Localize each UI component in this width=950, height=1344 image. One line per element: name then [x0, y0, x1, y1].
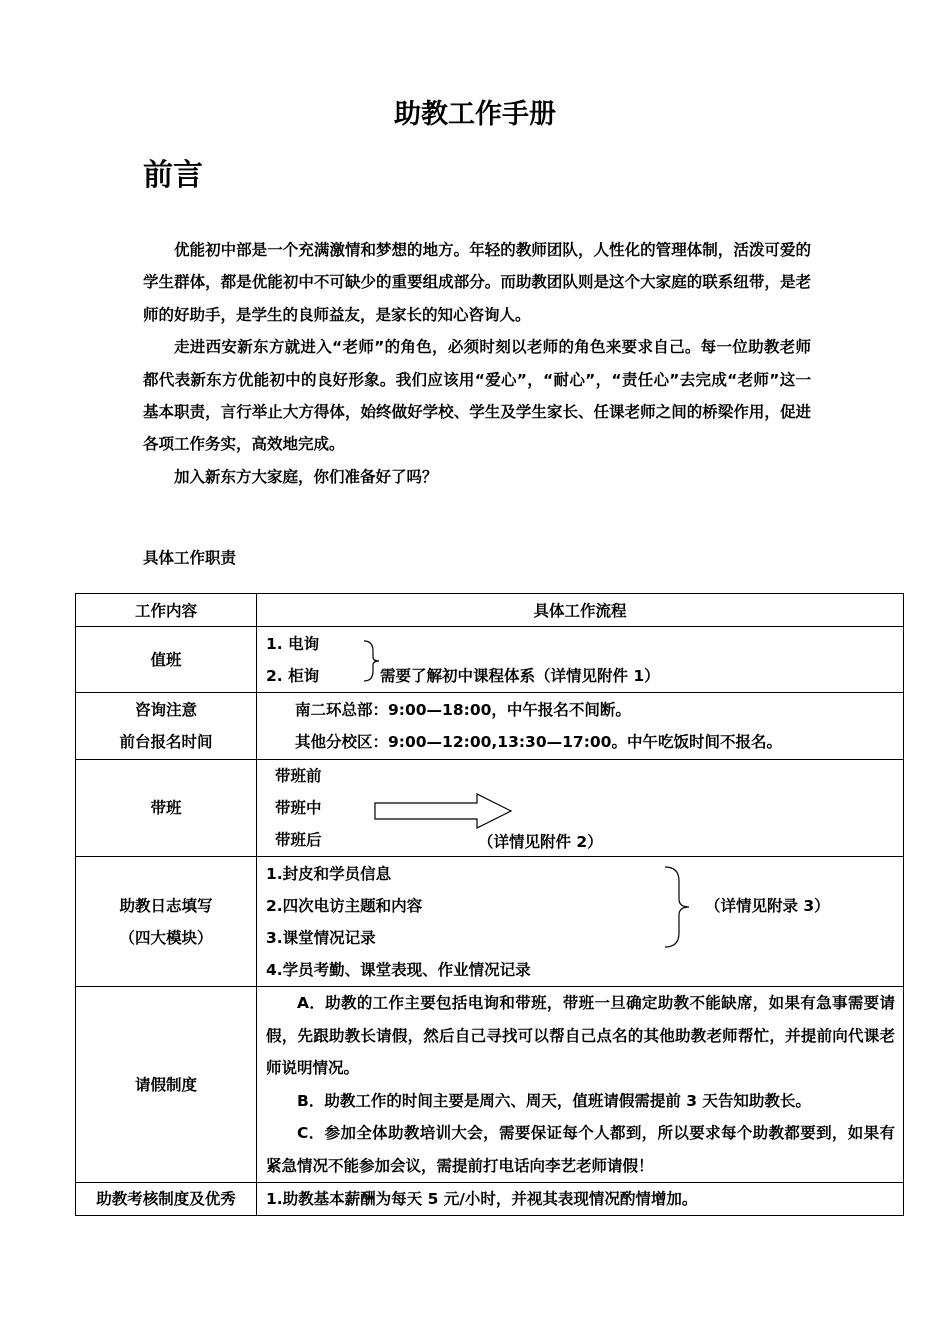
table-row-class [76, 760, 904, 857]
class-note: （详情见附件 2） [478, 833, 603, 851]
assess-line-1: 1.助教基本薪酬为每天 5 元/小时，并视其表现情况酌情增加。 [266, 1190, 698, 1208]
row-label-consult [76, 693, 257, 760]
right-brace-icon [361, 639, 381, 683]
log-label-line1: 助教日志填写 [119, 896, 213, 915]
table-row-consult [76, 693, 904, 760]
section-label: 具体工作职责 [143, 549, 237, 567]
log-item-2: 2.四次电访主题和内容 [266, 897, 423, 915]
log-note: （详情见附录 3） [705, 897, 830, 915]
table-header-row [76, 594, 904, 627]
row-content-duty [257, 627, 904, 693]
right-brace-icon [662, 865, 692, 949]
preface-heading: 前言 [143, 158, 203, 193]
class-before: 带班前 [275, 767, 322, 785]
intro-paragraph-2: 走进西安新东方就进入“老师”的角色，必须时刻以老师的角色来要求自己。每一位助教老师都代表新东方优能初中的良好形象。我们应该用“爱心”，“耐心”，“责任心”去完成“老师”这一基本职责，言行举止大方得体，始终做好学校、学生及学生家长、任课老师之间的桥梁作用，促进各项工作务实，高效地完成。 [143, 338, 811, 454]
leave-rule-b: B．助教工作的时间主要是周六、周天，值班请假需提前 3 天告知助教长。 [297, 1091, 811, 1110]
row-content-log [257, 857, 904, 987]
row-label-class: 带班 [76, 760, 257, 857]
row-label-assess: 助教考核制度及优秀 [76, 1183, 257, 1216]
row-content-assess [257, 1183, 904, 1216]
header-work-content: 工作内容 [76, 594, 257, 627]
log-label-line2: （四大模块） [119, 928, 213, 947]
intro-paragraph-3: 加入新东方大家庭，你们准备好了吗？ [174, 467, 438, 486]
table-row-assess [76, 1183, 904, 1216]
consult-label-line2: 前台报名时间 [119, 733, 213, 751]
log-item-1: 1.封皮和学员信息 [266, 865, 392, 883]
class-during: 带班中 [275, 799, 322, 817]
row-label-leave: 请假制度 [76, 987, 257, 1183]
class-after: 带班后 [275, 831, 322, 849]
row-content-leave [257, 987, 904, 1183]
consult-label-line1: 咨询注意 [134, 701, 197, 719]
duty-note: 需要了解初中课程体系（详情见附件 1） [380, 667, 660, 685]
duty-item-1: 1. 电询 [266, 635, 320, 653]
duty-table [75, 593, 904, 1216]
consult-hours-hq: 南二环总部：9:00—18:00，中午报名不间断。 [295, 701, 631, 719]
consult-hours-branch: 其他分校区：9:00—12:00,13:30—17:00。中午吃饭时间不报名。 [295, 733, 782, 751]
row-label-duty: 值班 [76, 627, 257, 693]
header-workflow: 具体工作流程 [257, 594, 904, 627]
row-label-log [76, 857, 257, 987]
table-row-duty [76, 627, 904, 693]
duty-item-2: 2. 柜询 [266, 667, 320, 685]
document-title: 助教工作手册 [394, 99, 556, 130]
table-row-log [76, 857, 904, 987]
row-content-consult [257, 693, 904, 760]
table-row-leave [76, 987, 904, 1183]
leave-rule-a: A．助教的工作主要包括电询和带班，带班一旦确定助教不能缺席，如果有急事需要请假，先跟助教长请假，然后自己寻找可以帮自己点名的其他助教老师帮忙，并提前向代课老师说明情况。 [266, 994, 895, 1077]
intro-paragraph-1: 优能初中部是一个充满激情和梦想的地方。年轻的教师团队，人性化的管理体制，活泼可爱的学生群体，都是优能初中不可缺少的重要组成部分。而助教团队则是这个大家庭的联系纽带，是老师的好助手，是学生的良师益友，是家长的知心咨询人。 [143, 241, 811, 324]
log-item-4: 4.学员考勤、课堂表现、作业情况记录 [266, 961, 531, 979]
leave-rule-c: C．参加全体助教培训大会，需要保证每个人都到，所以要求每个助教都要到，如果有紧急情况不能参加会议，需提前打电话向李艺老师请假！ [266, 1124, 895, 1175]
row-content-class [257, 760, 904, 857]
log-item-3: 3.课堂情况记录 [266, 929, 376, 947]
intro-text [143, 234, 811, 493]
